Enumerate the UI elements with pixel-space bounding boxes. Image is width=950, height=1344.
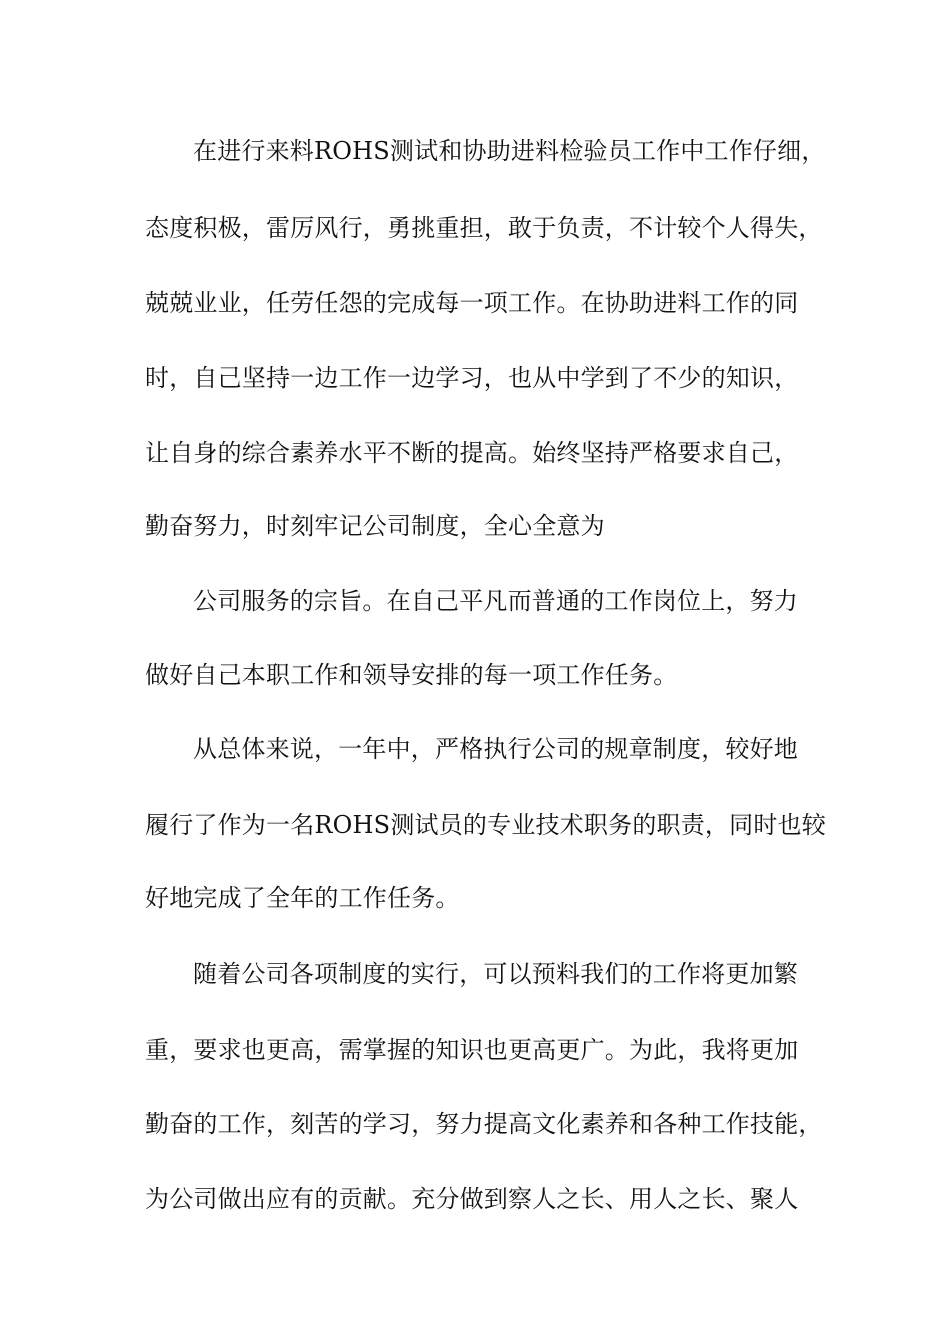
- paragraph-2-line-1: 公司服务的宗旨。在自己平凡而普通的工作岗位上，努力: [193, 587, 798, 615]
- paragraph-3-line-1: 从总体来说，一年中，严格执行公司的规章制度，较好地: [193, 735, 798, 763]
- paragraph-1-line-6: 勤奋努力，时刻牢记公司制度，全心全意为: [145, 512, 605, 540]
- paragraph-3-line-3: 好地完成了全年的工作任务。: [145, 884, 460, 912]
- paragraph-2-line-2: 做好自己本职工作和领导安排的每一项工作任务。: [145, 661, 678, 689]
- paragraph-4-line-1: 随着公司各项制度的实行，可以预料我们的工作将更加繁: [193, 960, 798, 988]
- paragraph-3-line-2: 履行了作为一名ROHS测试员的专业技术职务的职责，同时也较: [145, 811, 826, 839]
- paragraph-1-line-3: 兢兢业业，任劳任怨的完成每一项工作。在协助进料工作的同: [145, 289, 799, 317]
- paragraph-4-line-2: 重，要求也更高，需掌握的知识也更高更广。为此，我将更加: [145, 1036, 799, 1064]
- paragraph-1-line-1: 在进行来料ROHS测试和协助进料检验员工作中工作仔细，: [193, 137, 826, 165]
- paragraph-1-line-4: 时，自己坚持一边工作一边学习，也从中学到了不少的知识，: [145, 364, 799, 392]
- paragraph-4-line-4: 为公司做出应有的贡献。充分做到察人之长、用人之长、聚人: [145, 1185, 799, 1213]
- paragraph-1-line-5: 让自身的综合素养水平不断的提高。始终坚持严格要求自己，: [145, 439, 799, 467]
- paragraph-4-line-3: 勤奋的工作，刻苦的学习，努力提高文化素养和各种工作技能，: [145, 1110, 823, 1138]
- paragraph-1-line-2: 态度积极，雷厉风行，勇挑重担，敢于负责，不计较个人得失，: [145, 214, 823, 242]
